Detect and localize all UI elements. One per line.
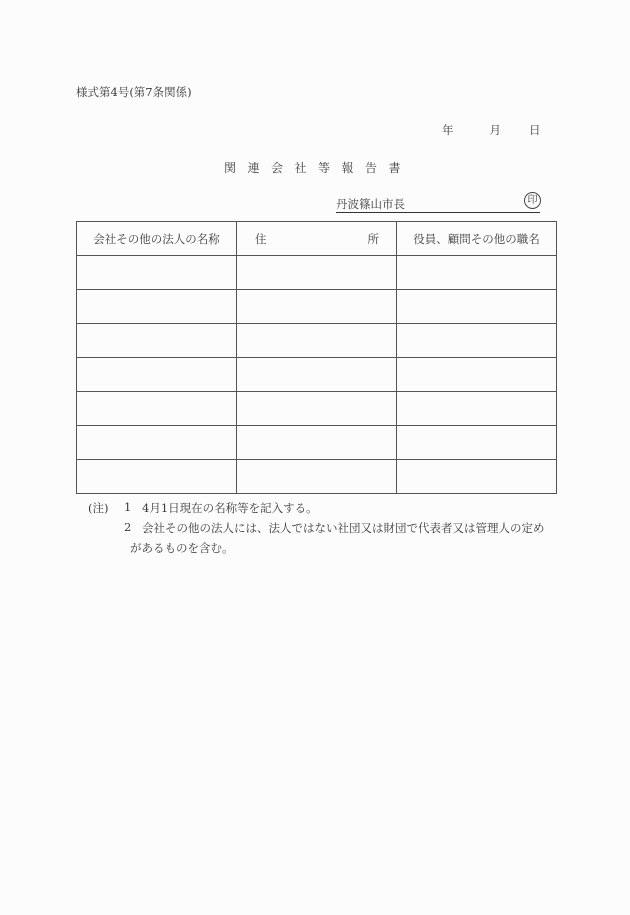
cell-company-name[interactable] — [77, 426, 237, 460]
header-address — [237, 222, 397, 256]
addressee: 丹波篠山市長 — [336, 197, 405, 211]
date-line — [442, 122, 541, 138]
table-row — [77, 392, 557, 426]
report-table — [76, 221, 557, 494]
cell-company-name[interactable] — [77, 290, 237, 324]
cell-position[interactable] — [397, 324, 557, 358]
year-label: 年 — [442, 123, 454, 137]
note-2-text: 会社その他の法人には、法人ではない社団又は財団で代表者又は管理人の定め — [142, 521, 545, 535]
cell-position[interactable] — [397, 358, 557, 392]
header-position: 役員、顧問その他の職名 — [397, 222, 557, 256]
cell-company-name[interactable] — [77, 358, 237, 392]
cell-position[interactable] — [397, 460, 557, 494]
table-row — [77, 358, 557, 392]
note-2-continuation: があるものを含む。 — [130, 541, 234, 555]
addressee-line — [336, 196, 540, 213]
note-1-text: 4月1日現在の名称等を記入する。 — [142, 501, 318, 515]
cell-company-name[interactable] — [77, 324, 237, 358]
table-row — [77, 460, 557, 494]
header-address-right: 所 — [367, 231, 379, 246]
month-label: 月 — [489, 123, 501, 137]
cell-position[interactable] — [397, 392, 557, 426]
table-header-row — [77, 222, 557, 256]
cell-position[interactable] — [397, 290, 557, 324]
cell-address[interactable] — [237, 358, 397, 392]
cell-address[interactable] — [237, 426, 397, 460]
cell-address[interactable] — [237, 290, 397, 324]
cell-position[interactable] — [397, 426, 557, 460]
notes-label: (注) — [88, 501, 109, 515]
table-row — [77, 426, 557, 460]
cell-company-name[interactable] — [77, 256, 237, 290]
table-row — [77, 256, 557, 290]
cell-position[interactable] — [397, 256, 557, 290]
table-row — [77, 290, 557, 324]
cell-address[interactable] — [237, 256, 397, 290]
header-company-name: 会社その他の法人の名称 — [77, 222, 237, 256]
cell-address[interactable] — [237, 460, 397, 494]
cell-company-name[interactable] — [77, 460, 237, 494]
cell-address[interactable] — [237, 392, 397, 426]
header-address-left: 住 — [255, 231, 267, 246]
cell-address[interactable] — [237, 324, 397, 358]
seal-icon: 印 — [524, 192, 541, 209]
table-row — [77, 324, 557, 358]
cell-company-name[interactable] — [77, 392, 237, 426]
note-2-number: 2 — [124, 520, 132, 534]
note-1-number: 1 — [124, 500, 132, 514]
day-label: 日 — [529, 123, 541, 137]
form-number: 様式第4号(第7条関係) — [76, 85, 192, 99]
document-title: 関連会社等報告書 — [224, 161, 413, 175]
